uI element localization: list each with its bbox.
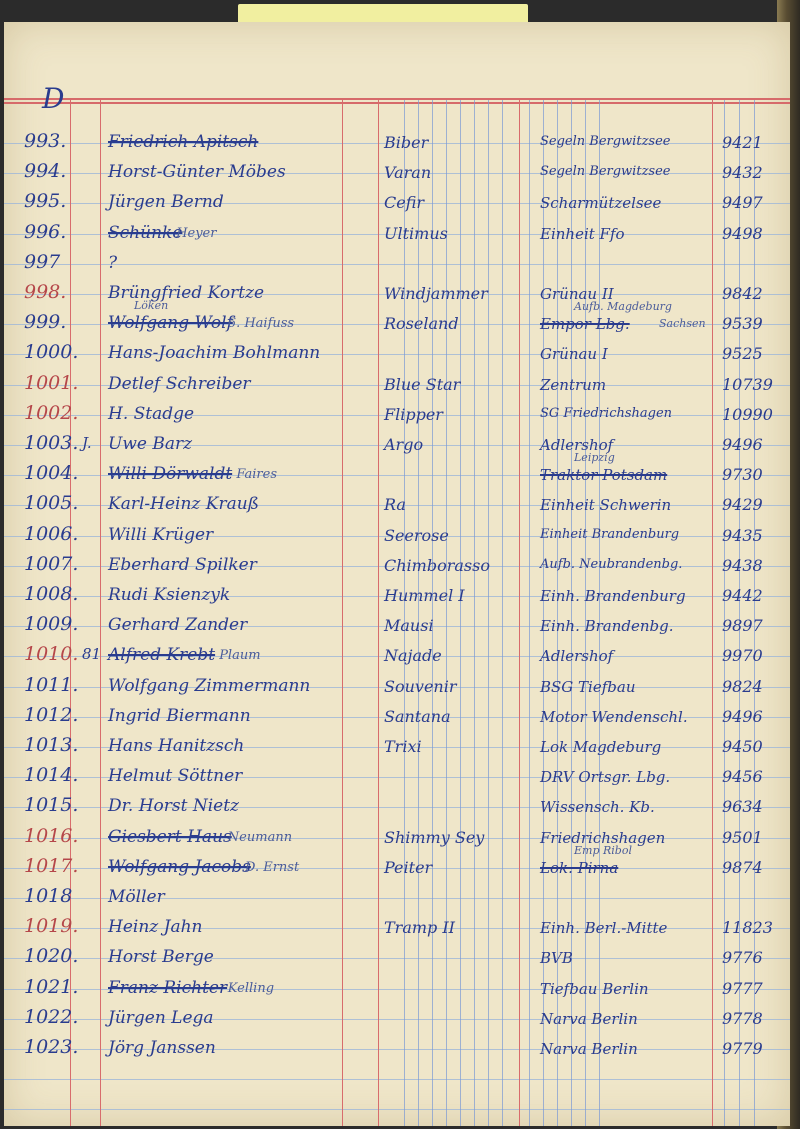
boat-name: Argo [384,435,424,454]
entry-number: 997 [24,250,61,273]
entry-number: 1022. [24,1005,79,1028]
member-name: Jörg Janssen [108,1038,216,1058]
registration-number: 9456 [722,767,763,787]
member-name: Wolfgang Wolf [108,313,233,334]
column-rule [571,100,572,1126]
member-name: Jürgen Bernd [108,192,224,213]
club-name: Grünau II [540,285,614,303]
entry-number: 1009. [24,613,79,636]
member-name: Wolfgang Jacobs [108,856,251,877]
member-name: Jürgen Lega [108,1007,214,1028]
boat-name: Ra [384,495,406,515]
member-name: ? [108,252,118,273]
margin-rule [100,100,101,1126]
ruled-line [4,264,790,265]
registration-number: 9421 [722,133,763,152]
member-name: Hans-Joachim Bohlmann [108,343,321,364]
header-rule [4,98,790,100]
name-correction: Kelling [227,980,275,996]
entry-number: 1003. [24,432,79,454]
member-name: Möller [108,887,165,907]
club-name: Wissensch. Kb. [540,798,655,817]
registration-number: 9498 [722,223,763,243]
column-rule [754,100,755,1126]
registration-number: 10990 [722,404,773,424]
registration-number: 9450 [722,737,763,756]
entry-prefix: 81 [82,645,102,664]
club-name: Traktor Potsdam [540,466,668,485]
entry-number: 1023. [24,1036,79,1058]
header-rule [4,102,790,104]
club-name: Segeln Bergwitzsee [540,164,671,180]
boat-name: Najade [384,646,442,666]
club-correction: Emp Ribol [574,843,632,857]
boat-name: Seerose [384,525,449,545]
entry-number: 1001. [24,371,79,394]
boat-name: Peiter [384,857,433,877]
entry-number: 1004. [24,462,79,485]
entry-number: 1019. [24,915,79,938]
registration-number: 9897 [722,616,763,636]
entry-number: 998. [24,281,67,303]
registration-number: 9777 [722,978,763,998]
entry-number: 993. [24,130,67,152]
club-name: Narva Berlin [540,1009,638,1028]
column-rule [739,100,740,1126]
club-name: Lok Magdeburg [540,738,662,756]
boat-name: Windjammer [384,284,488,303]
registration-number: 9778 [722,1008,763,1028]
club-name: Friedrichshagen [540,828,666,847]
column-rule [529,100,530,1126]
column-rule [724,100,725,1126]
boat-name: Flipper [384,404,443,424]
entry-prefix: J. [82,434,92,452]
name-correction: Löken [134,299,169,313]
club-name: Einheit Brandenburg [540,526,680,542]
column-rule [543,100,544,1126]
registration-number: 10739 [722,374,773,394]
registration-number: 9824 [722,676,763,696]
index-letter: D [42,82,65,115]
boat-name: Ultimus [384,223,448,243]
member-name: Giesbert Haus [108,826,232,847]
entry-number: 1008. [24,583,79,605]
club-name: Segeln Bergwitzsee [540,134,671,149]
column-rule [432,100,433,1126]
boat-name: Shimmy Sey [384,827,485,847]
club-name: Grünau I [540,345,608,364]
boat-name: Souvenir [384,676,457,696]
club-name: Einheit Schwerin [540,496,672,515]
member-name: Willi Krüger [108,524,214,545]
registration-number: 9730 [722,465,763,485]
margin-rule [378,100,379,1126]
member-name: Alfred Krebt [108,645,216,666]
boat-name: Tramp II [384,918,455,938]
member-name: H. Stadge [108,403,195,424]
entry-number: 1016. [24,824,79,847]
registration-number: 9525 [722,344,763,364]
registration-number: 11823 [722,918,773,938]
boat-name: Hummel I [384,586,465,605]
entry-number: 1002. [24,401,79,424]
club-name: Einh. Brandenbg. [540,617,674,636]
member-name: Schünke [108,222,183,243]
boat-name: Biber [384,133,429,152]
club-name: Empor Lbg. [540,315,630,334]
club-name: BVB [540,949,573,968]
name-correction: 6. Haifuss [227,316,295,332]
member-name: Wolfgang Zimmermann [108,675,311,696]
member-name: Dr. Horst Nietz [108,796,240,817]
registration-number: 9432 [722,163,763,183]
member-name: Eberhard Spilker [108,554,257,575]
club-name: Tiefbau Berlin [540,979,649,998]
registration-number: 9442 [722,586,763,605]
member-name: Hans Hanitzsch [108,736,245,756]
registration-number: 9842 [722,284,763,303]
name-correction: Faires [236,467,278,483]
club-name: BSG Tiefbau [540,677,636,696]
member-name: Helmut Söttner [108,766,243,787]
entry-number: 1012. [24,703,79,726]
registration-number: 9429 [722,495,763,515]
ledger-page [4,22,790,1126]
club-name: Aufb. Neubrandenbg. [540,556,683,572]
column-rule [585,100,586,1126]
column-rule [460,100,461,1126]
name-correction: Plaum [219,648,261,664]
entry-number: 1011. [24,673,79,696]
column-rule [418,100,419,1126]
margin-rule [712,100,713,1126]
margin-rule [342,100,343,1126]
entry-number: 1006. [24,522,79,545]
margin-rule [519,100,520,1126]
entry-number: 996. [24,220,67,243]
club-name: Lok. Pirna [540,858,619,877]
entry-number: 999. [24,311,67,334]
entry-number: 1013. [24,734,79,756]
registration-number: 9435 [722,525,763,545]
boat-name: Varan [384,163,432,183]
name-correction: Heyer [176,225,217,241]
ruled-line [4,1109,790,1110]
member-name: Gerhard Zander [108,615,248,636]
column-rule [599,100,600,1126]
boat-name: Chimborasso [384,555,490,575]
registration-number: 9497 [722,193,763,213]
member-name: Horst-Günter Möbes [108,162,286,183]
registration-number: 9496 [722,706,763,726]
member-name: Detlef Schreiber [108,373,251,394]
member-name: Willi Dörwaldt [108,464,233,485]
member-name: Uwe Barz [108,434,193,454]
name-correction: D. Ernst [245,859,300,875]
boat-name: Santana [384,706,451,726]
name-correction: Neumann [227,829,293,845]
registration-number: 9501 [722,827,763,847]
member-name: Heinz Jahn [108,917,203,938]
entry-number: 1000. [24,341,79,364]
member-name: Karl-Heinz Krauß [108,494,260,515]
boat-name: Cefir [384,193,425,213]
club-name: SG Friedrichshagen [540,405,673,421]
entry-number: 1021. [24,975,79,998]
club-name: Scharmützelsee [540,194,662,213]
registration-number: 9874 [722,857,763,877]
registration-number: 9634 [722,797,763,817]
club-name: Adlershof [540,436,614,454]
member-name: Horst Berge [108,947,214,968]
club-name: Narva Berlin [540,1040,638,1058]
entry-number: 994. [24,160,67,183]
club-correction: Aufb. Magdeburg [574,300,672,314]
member-name: Friedrich Apitsch [108,132,259,152]
entry-number: 1018 [24,885,73,907]
entry-number: 1007. [24,552,79,575]
entry-number: 1005. [24,492,79,515]
entry-number: 1017. [24,854,79,877]
club-note: Sachsen [659,317,706,331]
registration-number: 9779 [722,1039,763,1058]
entry-number: 1014. [24,764,79,787]
column-rule [557,100,558,1126]
registration-number: 9970 [722,646,763,666]
member-name: Ingrid Biermann [108,705,251,726]
club-name: Motor Wendenschl. [540,707,688,726]
club-name: Einheit Ffo [540,224,625,243]
entry-number: 1020. [24,945,79,968]
club-correction: Leipzig [574,451,615,465]
club-name: Einh. Brandenburg [540,587,686,605]
column-rule [404,100,405,1126]
boat-name: Blue Star [384,374,461,394]
ruled-line [4,1079,790,1080]
registration-number: 9496 [722,435,763,454]
column-rule [488,100,489,1126]
column-rule [446,100,447,1126]
registration-number: 9776 [722,948,763,968]
entry-number: 1015. [24,794,79,817]
member-name: Rudi Ksienzyk [108,585,231,605]
boat-name: Roseland [384,314,459,334]
registration-number: 9539 [722,314,763,334]
entry-number: 1010. [24,643,79,666]
registration-number: 9438 [722,555,763,575]
club-name: DRV Ortsgr. Lbg. [540,768,671,787]
column-rule [474,100,475,1126]
boat-name: Trixi [384,737,422,756]
club-name: Zentrum [540,375,607,394]
entry-number: 995. [24,190,67,213]
club-name: Adlershof [540,647,614,666]
member-name: Brüngfried Kortze [108,283,265,303]
boat-name: Mausi [384,616,434,636]
member-name: Franz Richter [108,977,228,998]
column-rule [502,100,503,1126]
club-name: Einh. Berl.-Mitte [540,919,668,938]
